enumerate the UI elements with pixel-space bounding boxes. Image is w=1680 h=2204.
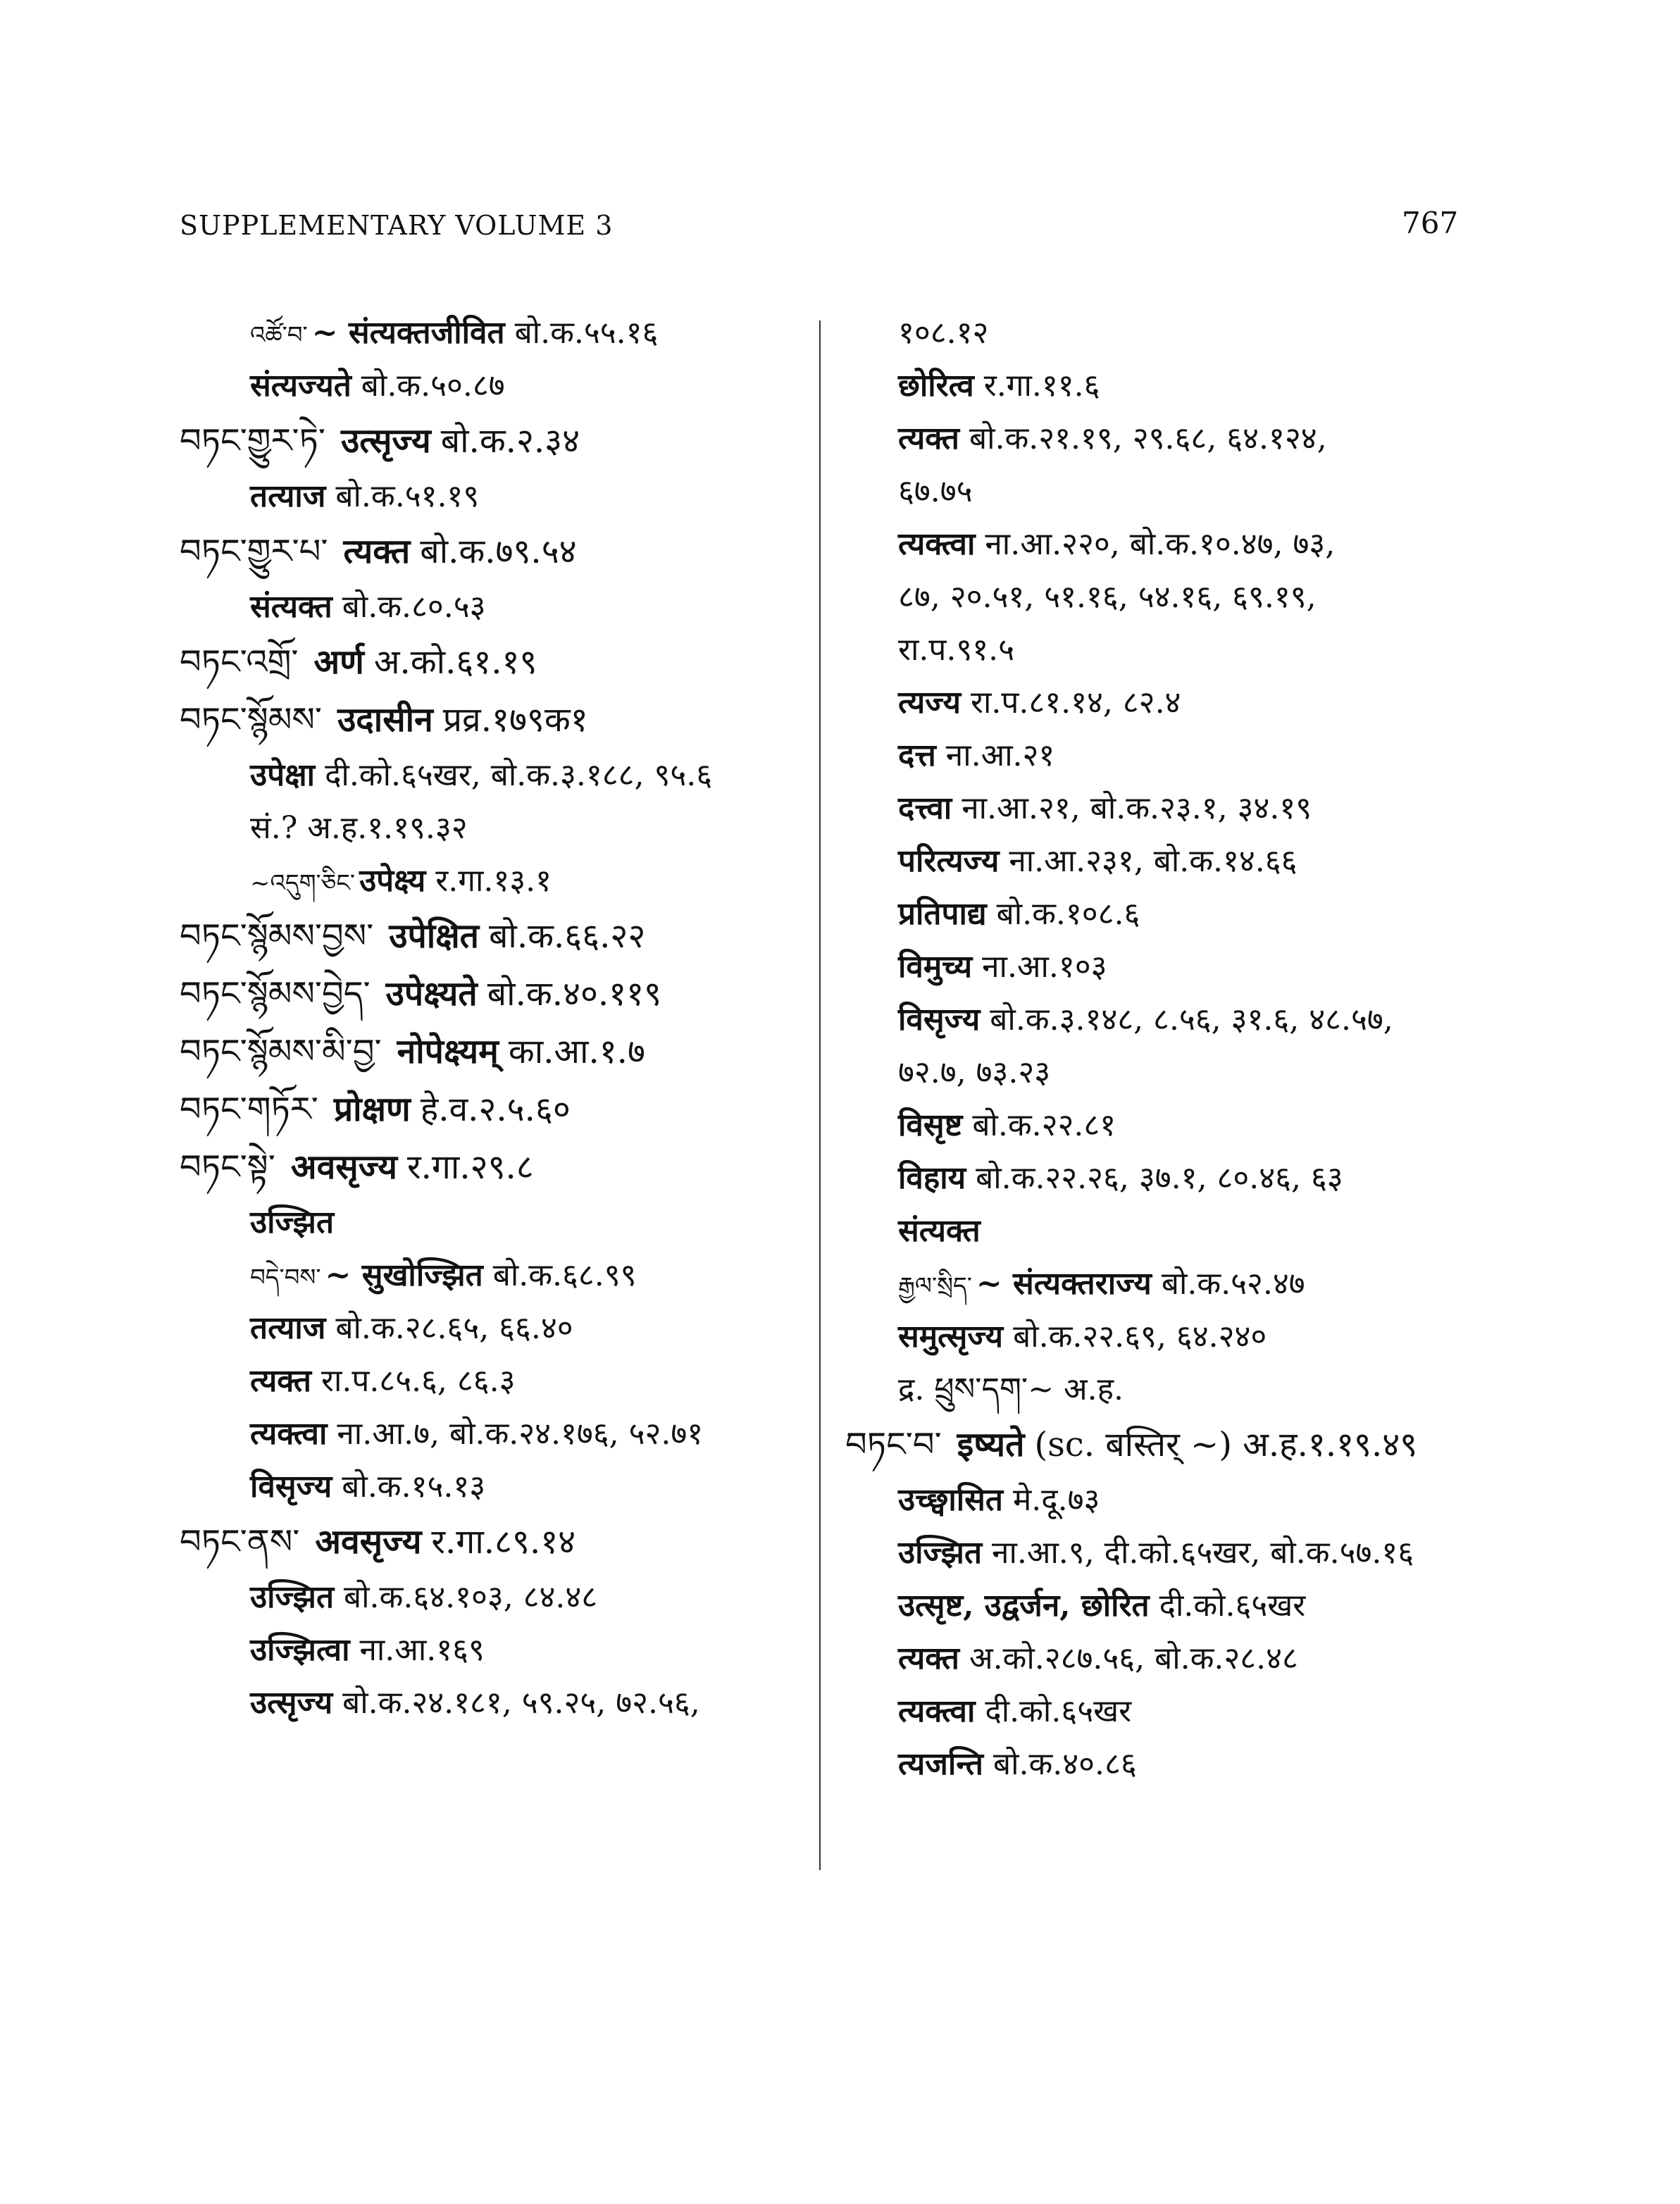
tibetan-compound: རྒྱལ་སྲིད་ xyxy=(898,1272,972,1300)
source-reference: ना.आ.२२०, बो.क.१०.४७, ७३, xyxy=(985,526,1336,562)
entry-line xyxy=(845,993,1479,1046)
source-reference: बो.क.७९.५४ xyxy=(420,532,577,571)
source-reference: बो.क.४०.८६ xyxy=(993,1746,1137,1782)
sanskrit-equivalent: तत्याज xyxy=(250,478,326,514)
entry-line xyxy=(845,1685,1479,1738)
source-reference: बो.क.४०.११९ xyxy=(487,974,662,1014)
tibetan-headword: བཏང་ནས་ xyxy=(180,1522,300,1562)
source-reference: ना.आ.७, बो.क.२४.१७६, ५२.७१ xyxy=(337,1416,704,1452)
entry-line xyxy=(180,523,821,580)
source-reference: बो.क.५५.१६ xyxy=(514,315,659,351)
sanskrit-equivalent: उच्छ्वासित xyxy=(898,1482,1003,1518)
entry-line xyxy=(845,940,1479,993)
entry-line xyxy=(180,1355,821,1407)
tibetan-headword: བཏང་གྱུར་ཏེ་ xyxy=(180,421,325,461)
entry-line xyxy=(845,1579,1479,1632)
tibetan-headword: བཏང་སྟེ་ xyxy=(180,1147,275,1187)
entry-line xyxy=(180,470,821,523)
entry-line xyxy=(845,729,1479,782)
entry-line xyxy=(845,465,1479,518)
entry-line xyxy=(180,633,821,691)
source-reference: ना.आ.२१ xyxy=(945,737,1055,773)
sanskrit-equivalent: संत्यक्त xyxy=(250,589,332,625)
entry-line xyxy=(845,412,1479,465)
entry-line xyxy=(845,1632,1479,1685)
tibetan-compound: བདེ་བས་ xyxy=(250,1264,321,1292)
source-reference: ना.आ.२३१, बो.क.१४.६६ xyxy=(1009,843,1298,879)
source-reference: बो.क.२२.२६, ३७.१, ८०.४६, ६३ xyxy=(976,1160,1343,1196)
entry-line xyxy=(845,676,1479,729)
tibetan-headword: བཏང་སྙོམས་ xyxy=(180,700,322,740)
sanskrit-equivalent: ~ संत्यक्तजीवित xyxy=(311,315,505,351)
tibetan-headword: བཏང་སྙོམས་བྱེད་ xyxy=(180,974,371,1014)
sanskrit-equivalent: त्यक्त xyxy=(250,1363,311,1399)
entry-line xyxy=(180,802,821,854)
source-reference: बो.क.५०.८७ xyxy=(361,368,505,404)
tibetan-compound: ~འདུག་ཅིང་ xyxy=(250,869,356,897)
entry-line xyxy=(180,854,821,907)
source-reference: बो.क.६४.१०३, ८४.४८ xyxy=(344,1579,598,1615)
sanskrit-equivalent: उत्सृष्ट, उद्वर्जन, छोरित xyxy=(898,1588,1150,1624)
source-reference: बो.क.२८.६५, ६६.४० xyxy=(335,1310,573,1346)
sanskrit-equivalent: त्यक्त्वा xyxy=(898,1693,976,1729)
sanskrit-equivalent: तत्याज xyxy=(250,1310,326,1346)
source-reference: द्र. ཕྲུས་དག་~ अ.ह. xyxy=(898,1371,1124,1407)
source-reference: र.गा.११.६ xyxy=(983,368,1100,404)
entry-line xyxy=(845,571,1479,623)
entry-line xyxy=(180,1571,821,1624)
source-reference: ना.आ.१०३ xyxy=(982,949,1107,985)
entry-line xyxy=(180,1138,821,1196)
entry-line xyxy=(180,1676,821,1729)
sanskrit-equivalent: उपेक्षा xyxy=(250,757,316,793)
source-reference: बो.क.१०८.६ xyxy=(996,896,1140,932)
source-reference: प्रव्र.१७९क१ xyxy=(442,700,588,740)
sanskrit-equivalent: ~ सुखोज्झित xyxy=(325,1257,483,1293)
entry-line xyxy=(180,412,821,470)
entry-line xyxy=(180,965,821,1023)
sanskrit-equivalent: विसृज्य xyxy=(898,1002,981,1038)
entry-line xyxy=(180,1081,821,1138)
sanskrit-equivalent: दत्त xyxy=(898,737,936,773)
sanskrit-equivalent: विहाय xyxy=(898,1160,966,1196)
source-reference: र.गा.२९.८ xyxy=(407,1147,534,1187)
entry-line xyxy=(845,1526,1479,1579)
source-reference: बो.क.६८.९९ xyxy=(492,1257,637,1293)
sanskrit-equivalent: छोरित्व xyxy=(898,368,974,404)
entry-line xyxy=(845,1738,1479,1791)
source-reference: ६७.७५ xyxy=(898,473,973,509)
entry-line xyxy=(180,580,821,633)
left-column xyxy=(180,306,821,1729)
entry-line xyxy=(845,1099,1479,1152)
sanskrit-equivalent: त्यक्त्वा xyxy=(250,1416,328,1452)
sanskrit-equivalent: दत्त्वा xyxy=(898,790,952,826)
sanskrit-equivalent: अर्ण xyxy=(313,642,364,682)
entry-line xyxy=(845,1310,1479,1363)
source-reference: र.गा.१३.१ xyxy=(435,863,552,899)
source-reference: रा.प.९१.५ xyxy=(898,632,1014,668)
entry-line xyxy=(180,1196,821,1249)
source-reference: दी.को.६५खर xyxy=(1159,1588,1306,1624)
source-reference: रा.प.८५.६, ८६.३ xyxy=(321,1363,516,1399)
source-reference: अ.को.२८७.५६, बो.क.२८.४८ xyxy=(969,1640,1298,1676)
source-reference: दी.को.६५खर xyxy=(985,1693,1132,1729)
tibetan-compound: འཚོ་བ་ xyxy=(250,321,308,349)
tibetan-headword: བཏང་གྱུར་པ་ xyxy=(180,532,328,571)
tibetan-headword: བཏང་སྙོམས་མི་བྱ་ xyxy=(180,1032,382,1071)
source-reference: ७२.७, ७३.२३ xyxy=(898,1054,1051,1090)
entry-line xyxy=(845,1257,1479,1310)
source-reference: ना.आ.२१, बो.क.२३.१, ३४.१९ xyxy=(962,790,1312,826)
page-number: 767 xyxy=(1402,206,1459,240)
entry-line xyxy=(845,1416,1479,1474)
sanskrit-equivalent: उदासीन xyxy=(337,700,433,740)
sanskrit-equivalent: त्यक्त xyxy=(343,532,411,571)
sanskrit-equivalent: संत्यज्यते xyxy=(250,368,351,404)
source-reference: अ.को.६१.१९ xyxy=(373,642,537,682)
sanskrit-equivalent: उत्सृज्य xyxy=(340,421,431,461)
entry-line xyxy=(845,835,1479,888)
source-reference: बो.क.५१.१९ xyxy=(335,478,480,514)
source-reference: बो.क.१५.१३ xyxy=(342,1469,486,1505)
sanskrit-equivalent: अवसृज्य xyxy=(290,1147,397,1187)
entry-line xyxy=(180,1407,821,1460)
entry-line xyxy=(180,1624,821,1676)
sanskrit-equivalent: प्रतिपाद्य xyxy=(898,896,987,932)
entry-line xyxy=(845,518,1479,571)
source-reference: ना.आ.९, दी.को.६५खर, बो.क.५७.१६ xyxy=(992,1535,1414,1571)
sanskrit-equivalent: उज्झित xyxy=(250,1204,335,1240)
tibetan-headword: བཏང་བ་ xyxy=(845,1425,942,1464)
sanskrit-equivalent: उज्झित xyxy=(898,1535,983,1571)
entry-line xyxy=(180,306,821,359)
entry-line xyxy=(180,359,821,412)
source-reference: (sc. बस्तिर् ~) अ.ह.१.१९.४९ xyxy=(1034,1425,1418,1464)
sanskrit-equivalent: विमुच्य xyxy=(898,949,973,985)
sanskrit-equivalent: उपेक्षित xyxy=(389,916,480,956)
sanskrit-equivalent: उपेक्ष्य xyxy=(359,863,426,899)
source-reference: बो.क.२१.१९, २९.६८, ६४.१२४, xyxy=(969,421,1327,456)
tibetan-headword: བཏང་གཏོར་ xyxy=(180,1090,318,1129)
source-reference: मे.दू.७३ xyxy=(1012,1482,1100,1518)
entry-line xyxy=(845,1474,1479,1526)
entry-line xyxy=(845,1152,1479,1204)
source-reference: बो.क.२२.६९, ६४.२४० xyxy=(1013,1319,1267,1355)
source-reference: ८७, २०.५१, ५१.१६, ५४.१६, ६९.१९, xyxy=(898,579,1317,615)
source-reference: बो.क.२.३४ xyxy=(440,421,580,461)
sanskrit-equivalent: संत्यक्त xyxy=(898,1213,981,1249)
source-reference: रा.प.८१.१४, ८२.४ xyxy=(970,685,1181,721)
source-reference: र.गा.८९.१४ xyxy=(431,1522,576,1562)
sanskrit-equivalent: उत्सृज्य xyxy=(250,1685,333,1721)
source-reference: ना.आ.१६९ xyxy=(359,1632,485,1668)
entry-line xyxy=(180,1460,821,1513)
right-column xyxy=(845,306,1479,1791)
sanskrit-equivalent: विसृष्ट xyxy=(898,1107,963,1143)
sanskrit-equivalent: इष्यते xyxy=(957,1425,1025,1464)
source-reference: बो.क.६६.२२ xyxy=(489,916,646,956)
source-reference: बो.क.८०.५३ xyxy=(342,589,486,625)
source-reference: सं.? अ.ह.१.१९.३२ xyxy=(250,810,468,846)
source-reference: हे.व.२.५.६० xyxy=(420,1090,571,1129)
source-reference: १०८.१२ xyxy=(898,315,989,351)
entry-line xyxy=(845,306,1479,359)
entry-line xyxy=(845,1204,1479,1257)
sanskrit-equivalent: उपेक्ष्यते xyxy=(385,974,478,1014)
sanskrit-equivalent: त्यक्त xyxy=(898,1640,959,1676)
entry-line xyxy=(845,1363,1479,1416)
entry-line xyxy=(845,623,1479,676)
source-reference: बो.क.३.१४८, ८.५६, ३१.६, ४८.५७, xyxy=(990,1002,1393,1038)
column-divider xyxy=(819,320,821,1870)
running-header: SUPPLEMENTARY VOLUME 3 xyxy=(180,210,614,241)
entry-line xyxy=(180,1302,821,1355)
sanskrit-equivalent: त्यक्त xyxy=(898,421,959,456)
tibetan-headword: བཏང་སྙོམས་བྱས་ xyxy=(180,916,374,956)
sanskrit-equivalent: विसृज्य xyxy=(250,1469,332,1505)
sanskrit-equivalent: उज्झित xyxy=(250,1579,335,1615)
source-reference: बो.क.५२.४७ xyxy=(1161,1266,1305,1302)
sanskrit-equivalent: उज्झित्वा xyxy=(250,1632,350,1668)
sanskrit-equivalent: समुत्सृज्य xyxy=(898,1319,1004,1355)
sanskrit-equivalent: त्यक्त्वा xyxy=(898,526,976,562)
sanskrit-equivalent: परित्यज्य xyxy=(898,843,1000,879)
sanskrit-equivalent: नोपेक्ष्यम् xyxy=(397,1032,499,1071)
sanskrit-equivalent: अवसृज्य xyxy=(315,1522,422,1562)
entry-line xyxy=(180,1513,821,1571)
sanskrit-equivalent: ~ संत्यक्तराज्य xyxy=(976,1266,1152,1302)
source-reference: बो.क.२४.१८१, ५९.२५, ७२.५६, xyxy=(342,1685,700,1721)
entry-line xyxy=(180,907,821,965)
entry-line xyxy=(180,749,821,802)
sanskrit-equivalent: त्यज्य xyxy=(898,685,961,721)
entry-line xyxy=(180,1249,821,1302)
entry-line xyxy=(845,1046,1479,1099)
source-reference: दी.को.६५खर, बो.क.३.१८८, ९५.६ xyxy=(325,757,713,793)
entry-line xyxy=(180,1023,821,1081)
entry-line xyxy=(845,782,1479,835)
source-reference: बो.क.२२.८१ xyxy=(972,1107,1116,1143)
source-reference: का.आ.१.७ xyxy=(508,1032,645,1071)
entry-line xyxy=(845,888,1479,940)
sanskrit-equivalent: त्यजन्ति xyxy=(898,1746,983,1782)
entry-line xyxy=(845,359,1479,412)
tibetan-headword: བཏང་འགྲོ་ xyxy=(180,642,299,682)
entry-line xyxy=(180,691,821,749)
sanskrit-equivalent: प्रोक्षण xyxy=(333,1090,411,1129)
